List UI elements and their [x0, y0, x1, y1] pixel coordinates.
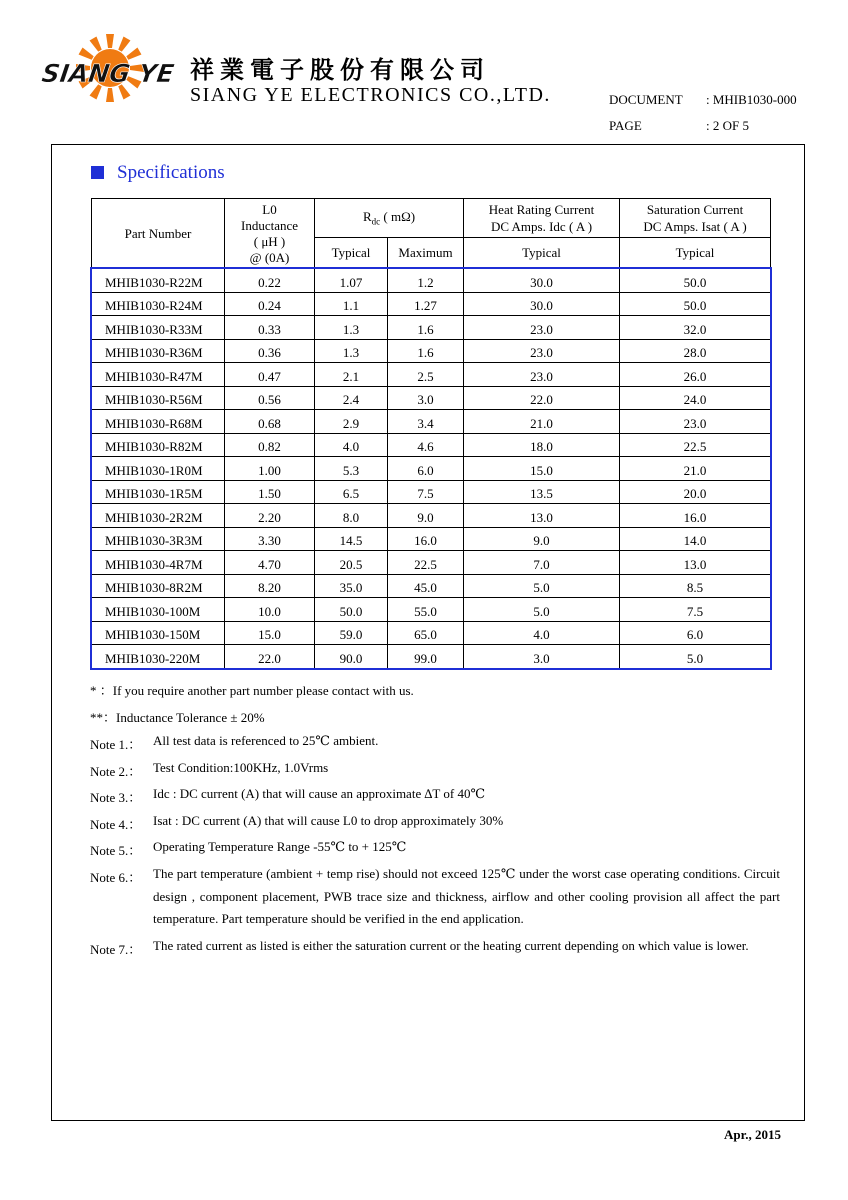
saturation-cell: 22.5 [620, 433, 771, 457]
heat-rating-cell: 9.0 [464, 527, 620, 551]
table-row [92, 645, 771, 669]
inductance-cell: 22.0 [225, 645, 315, 669]
rdc-maximum-cell: 3.4 [388, 410, 464, 434]
part-number-cell: MHIB1030-8R2M [92, 574, 225, 598]
rdc-maximum-cell: 1.6 [388, 316, 464, 340]
heat-rating-cell: 3.0 [464, 645, 620, 669]
heat-rating-cell: 30.0 [464, 269, 620, 293]
rdc-typical-cell: 1.3 [315, 316, 388, 340]
note-7-text: The rated current as listed is either the saturation current or the heating current depending on which value is lower. [153, 938, 749, 953]
header-rdc-main: R [362, 209, 372, 225]
header-rdc-unit: ( mΩ) [380, 209, 416, 225]
part-number-cell: MHIB1030-1R5M [92, 480, 225, 504]
rdc-maximum-cell: 45.0 [388, 574, 464, 598]
part-number-cell: MHIB1030-4R7M [92, 551, 225, 575]
saturation-cell: 26.0 [620, 363, 771, 387]
inductance-cell: 4.70 [225, 551, 315, 575]
rdc-typical-cell: 2.9 [315, 410, 388, 434]
table-row [92, 480, 771, 504]
rdc-maximum-cell: 3.0 [388, 386, 464, 410]
header-rdc [315, 199, 464, 238]
rdc-typical-cell: 1.3 [315, 339, 388, 363]
note-3-text: Idc : DC current (A) that will cause an approximate ∆T of 40℃ [153, 786, 485, 801]
document-label: DOCUMENT [609, 92, 683, 107]
section-title: Specifications [117, 162, 225, 183]
part-number-cell: MHIB1030-R82M [92, 433, 225, 457]
inductance-cell: 0.36 [225, 339, 315, 363]
rdc-typical-cell: 59.0 [315, 621, 388, 645]
inductance-cell: 1.50 [225, 480, 315, 504]
rdc-typical-cell: 2.1 [315, 363, 388, 387]
saturation-cell: 32.0 [620, 316, 771, 340]
heat-rating-cell: 23.0 [464, 363, 620, 387]
table-row [92, 574, 771, 598]
part-number-cell: MHIB1030-3R3M [92, 527, 225, 551]
inductance-cell: 0.33 [225, 316, 315, 340]
saturation-cell: 16.0 [620, 504, 771, 528]
rdc-typical-cell: 2.4 [315, 386, 388, 410]
saturation-cell: 28.0 [620, 339, 771, 363]
table-row [92, 621, 771, 645]
header-rdc-typical: Typical [315, 238, 388, 269]
rdc-maximum-cell: 22.5 [388, 551, 464, 575]
rdc-typical-cell: 50.0 [315, 598, 388, 622]
header-rdc-maximum: Maximum [388, 238, 464, 269]
company-name-chinese: 祥業電子股份有限公司 [190, 56, 490, 84]
rdc-typical-cell: 20.5 [315, 551, 388, 575]
part-number-cell: MHIB1030-220M [92, 645, 225, 669]
logo-text: SIANG YE [39, 59, 176, 88]
heat-rating-cell: 22.0 [464, 386, 620, 410]
section-bullet-icon [91, 166, 104, 179]
table-row [92, 457, 771, 481]
inductance-cell: 0.82 [225, 433, 315, 457]
inductance-cell: 2.20 [225, 504, 315, 528]
heat-rating-cell: 30.0 [464, 292, 620, 316]
table-row [92, 598, 771, 622]
rdc-maximum-cell: 65.0 [388, 621, 464, 645]
rdc-typical-cell: 8.0 [315, 504, 388, 528]
heat-rating-cell: 18.0 [464, 433, 620, 457]
note-6-label: Note 6.： [90, 870, 142, 885]
saturation-cell: 6.0 [620, 621, 771, 645]
rdc-typical-cell: 1.07 [315, 269, 388, 293]
rdc-maximum-cell: 4.6 [388, 433, 464, 457]
heat-rating-cell: 5.0 [464, 598, 620, 622]
rdc-typical-cell: 1.1 [315, 292, 388, 316]
note-5-label: Note 5.： [90, 843, 142, 858]
header-sat-line2: DC Amps. Isat ( A ) [643, 219, 747, 234]
saturation-cell: 50.0 [620, 269, 771, 293]
inductance-cell: 0.47 [225, 363, 315, 387]
table-row [92, 504, 771, 528]
part-number-cell: MHIB1030-R47M [92, 363, 225, 387]
rdc-maximum-cell: 9.0 [388, 504, 464, 528]
heat-rating-cell: 13.5 [464, 480, 620, 504]
table-row [92, 551, 771, 575]
table-row [92, 316, 771, 340]
saturation-cell: 14.0 [620, 527, 771, 551]
heat-rating-cell: 13.0 [464, 504, 620, 528]
note-1-text: All test data is referenced to 25℃ ambient. [153, 733, 379, 748]
table-row [92, 269, 771, 293]
note-star2: **：Inductance Tolerance ± 20% [90, 710, 265, 725]
saturation-cell: 7.5 [620, 598, 771, 622]
header-sat-typical: Typical [620, 238, 771, 269]
part-number-cell: MHIB1030-R36M [92, 339, 225, 363]
table-row [92, 410, 771, 434]
rdc-typical-cell: 35.0 [315, 574, 388, 598]
note-2-label: Note 2.： [90, 764, 142, 779]
heat-rating-cell: 23.0 [464, 339, 620, 363]
note-3-label: Note 3.： [90, 790, 142, 805]
rdc-maximum-cell: 1.6 [388, 339, 464, 363]
saturation-cell: 20.0 [620, 480, 771, 504]
inductance-cell: 10.0 [225, 598, 315, 622]
table-row [92, 386, 771, 410]
heat-rating-cell: 5.0 [464, 574, 620, 598]
header-inductance [225, 199, 315, 269]
note-4-label: Note 4.： [90, 817, 142, 832]
saturation-cell: 23.0 [620, 410, 771, 434]
rdc-typical-cell: 4.0 [315, 433, 388, 457]
part-number-cell: MHIB1030-R22M [92, 269, 225, 293]
header-sat-line1: Saturation Current [646, 202, 744, 217]
heat-rating-cell: 15.0 [464, 457, 620, 481]
rdc-maximum-cell: 1.27 [388, 292, 464, 316]
page-number: : 2 OF 5 [706, 118, 749, 133]
inductance-cell: 0.24 [225, 292, 315, 316]
rdc-maximum-cell: 1.2 [388, 269, 464, 293]
header-saturation [620, 199, 771, 238]
rdc-maximum-cell: 99.0 [388, 645, 464, 669]
saturation-cell: 13.0 [620, 551, 771, 575]
saturation-cell: 8.5 [620, 574, 771, 598]
note-2-text: Test Condition:100KHz, 1.0Vrms [153, 760, 329, 775]
table-row [92, 363, 771, 387]
note-7-label: Note 7.： [90, 942, 142, 957]
saturation-cell: 24.0 [620, 386, 771, 410]
part-number-cell: MHIB1030-R56M [92, 386, 225, 410]
part-number-cell: MHIB1030-R33M [92, 316, 225, 340]
header-inductance-line3: ( μH ) [253, 234, 286, 249]
rdc-typical-cell: 5.3 [315, 457, 388, 481]
part-number-cell: MHIB1030-2R2M [92, 504, 225, 528]
rdc-maximum-cell: 7.5 [388, 480, 464, 504]
rdc-maximum-cell: 2.5 [388, 363, 464, 387]
table-row [92, 339, 771, 363]
inductance-cell: 8.20 [225, 574, 315, 598]
inductance-cell: 15.0 [225, 621, 315, 645]
inductance-cell: 0.56 [225, 386, 315, 410]
rdc-maximum-cell: 55.0 [388, 598, 464, 622]
document-number: : MHIB1030-000 [706, 92, 797, 107]
inductance-cell: 0.22 [225, 269, 315, 293]
header-inductance-line4: @ (0A) [249, 250, 290, 265]
saturation-cell: 5.0 [620, 645, 771, 669]
heat-rating-cell: 21.0 [464, 410, 620, 434]
saturation-cell: 50.0 [620, 292, 771, 316]
rdc-typical-cell: 6.5 [315, 480, 388, 504]
specifications-table [91, 198, 771, 669]
header-rdc-sub: dc [371, 216, 381, 227]
header-heat-line1: Heat Rating Current [488, 202, 595, 217]
rdc-maximum-cell: 16.0 [388, 527, 464, 551]
rdc-maximum-cell: 6.0 [388, 457, 464, 481]
rdc-typical-cell: 14.5 [315, 527, 388, 551]
note-4-text: Isat : DC current (A) that will cause L0 to drop approximately 30% [153, 813, 504, 828]
note-1-label: Note 1.： [90, 737, 142, 752]
inductance-cell: 0.68 [225, 410, 315, 434]
table-row [92, 527, 771, 551]
note-5-text: Operating Temperature Range -55℃ to + 125℃ [153, 839, 407, 854]
header-inductance-line2: Inductance [240, 218, 299, 233]
heat-rating-cell: 4.0 [464, 621, 620, 645]
company-name-english: SIANG YE ELECTRONICS CO.,LTD. [190, 84, 551, 106]
note-star1: * ：If you require another part number please contact with us. [90, 683, 414, 698]
header-inductance-line1: L0 [262, 202, 277, 217]
heat-rating-cell: 7.0 [464, 551, 620, 575]
part-number-cell: MHIB1030-R68M [92, 410, 225, 434]
header-heat-line2: DC Amps. Idc ( A ) [490, 219, 593, 234]
table-row [92, 433, 771, 457]
inductance-cell: 1.00 [225, 457, 315, 481]
note-6-text: The part temperature (ambient + temp rise) should not exceed 125℃ under the worst case operating conditions. Circuit design , component placement, PWB trace size and thickness, airflow and other cooling provision all affect the part temperature. Part temperature should be verified in the end application. [153, 866, 780, 926]
heat-rating-cell: 23.0 [464, 316, 620, 340]
page-label: PAGE [609, 118, 642, 133]
header-part-number: Part Number [92, 199, 225, 269]
rdc-typical-cell: 90.0 [315, 645, 388, 669]
part-number-cell: MHIB1030-100M [92, 598, 225, 622]
header-heat-typical: Typical [464, 238, 620, 269]
company-logo [39, 30, 176, 110]
part-number-cell: MHIB1030-1R0M [92, 457, 225, 481]
table-row [92, 292, 771, 316]
table-body [92, 269, 771, 669]
footer-date: Apr., 2015 [724, 1127, 781, 1142]
part-number-cell: MHIB1030-R24M [92, 292, 225, 316]
saturation-cell: 21.0 [620, 457, 771, 481]
inductance-cell: 3.30 [225, 527, 315, 551]
header-heat-rating [464, 199, 620, 238]
part-number-cell: MHIB1030-150M [92, 621, 225, 645]
